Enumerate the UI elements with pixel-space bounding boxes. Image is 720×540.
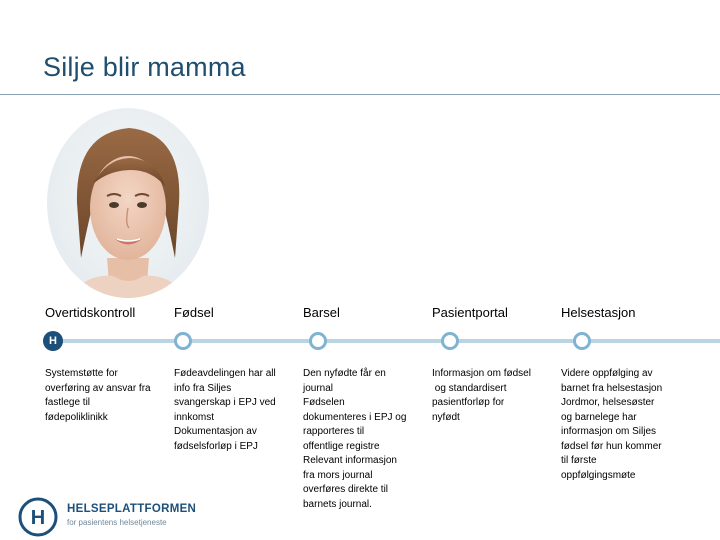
description-line: dokumenteres i EPJ og bbox=[303, 411, 407, 423]
description-line: til første bbox=[561, 455, 597, 466]
stage-description-barsel bbox=[303, 367, 423, 512]
stage-description-helsestasjon bbox=[561, 367, 681, 483]
portrait-photo bbox=[47, 108, 209, 298]
description-line: og barnelege har bbox=[561, 411, 637, 423]
portrait-illustration bbox=[47, 108, 209, 298]
stage-description-overtidskontroll bbox=[45, 367, 165, 425]
logo-name: HELSEPLATTFORMEN bbox=[67, 503, 197, 515]
description-line: Relevant informasjon bbox=[303, 455, 397, 466]
description-line: Den nyfødte får en bbox=[303, 368, 386, 379]
description-line: overføres direkte til bbox=[303, 484, 389, 495]
description-line: fødepoliklinikk bbox=[45, 411, 108, 423]
timeline-start-node: H bbox=[43, 331, 63, 351]
stage-label-pasientportal: Pasientportal bbox=[432, 305, 508, 320]
description-line: barnets journal. bbox=[303, 498, 372, 510]
description-line: og standardisert bbox=[432, 382, 507, 394]
description-line: pasientforløp for bbox=[432, 397, 505, 408]
description-line: Jordmor, helsesøster bbox=[561, 397, 655, 408]
description-line: info fra Siljes bbox=[174, 382, 232, 394]
description-line: journal bbox=[303, 382, 334, 394]
description-line: fra mors journal bbox=[303, 469, 373, 481]
timeline-node-pasientportal bbox=[441, 332, 459, 350]
logo-mark-icon bbox=[18, 497, 58, 537]
stage-label-overtidskontroll: Overtidskontroll bbox=[45, 305, 136, 320]
timeline-bar bbox=[45, 339, 720, 343]
helseplattformen-logo bbox=[18, 497, 218, 537]
logo-mark-letter: H bbox=[30, 507, 46, 529]
stage-label-barsel: Barsel bbox=[303, 305, 340, 320]
slide-title: Silje blir mamma bbox=[43, 52, 246, 82]
description-line: barnet fra helsestasjon bbox=[561, 382, 663, 394]
description-line: Fødselen bbox=[303, 397, 345, 408]
timeline-node-barsel bbox=[309, 332, 327, 350]
timeline-node-helsestasjon bbox=[573, 332, 591, 350]
stage-label-fodsel: Fødsel bbox=[174, 305, 214, 320]
description-line: fødsel før hun kommer bbox=[561, 440, 662, 452]
description-line: nyfødt bbox=[432, 411, 460, 423]
timeline-node-fodsel bbox=[174, 332, 192, 350]
stage-label-helsestasjon: Helsestasjon bbox=[561, 305, 636, 320]
stage-description-fodsel bbox=[174, 367, 294, 454]
title-divider bbox=[0, 94, 720, 95]
description-line: fastlege til bbox=[45, 397, 91, 408]
description-line: svangerskap i EPJ ved bbox=[174, 397, 276, 408]
description-line: Systemstøtte for bbox=[45, 368, 118, 379]
description-line: oppfølgingsmøte bbox=[561, 469, 636, 481]
description-line: offentlige registre bbox=[303, 440, 380, 452]
description-line: overføring av ansvar fra bbox=[45, 382, 151, 394]
stage-description-pasientportal bbox=[432, 367, 552, 425]
description-line: fødselsforløp i EPJ bbox=[174, 440, 258, 452]
description-line: Informasjon om fødsel bbox=[432, 368, 531, 379]
description-line: innkomst bbox=[174, 411, 215, 423]
description-line: Fødeavdelingen har all bbox=[174, 368, 276, 379]
description-line: Dokumentasjon av bbox=[174, 426, 257, 437]
description-line: informasjon om Siljes bbox=[561, 426, 657, 437]
description-line: rapporteres til bbox=[303, 426, 365, 437]
description-line: Videre oppfølging av bbox=[561, 368, 653, 379]
logo-tagline: for pasientens helsetjeneste bbox=[67, 518, 167, 527]
